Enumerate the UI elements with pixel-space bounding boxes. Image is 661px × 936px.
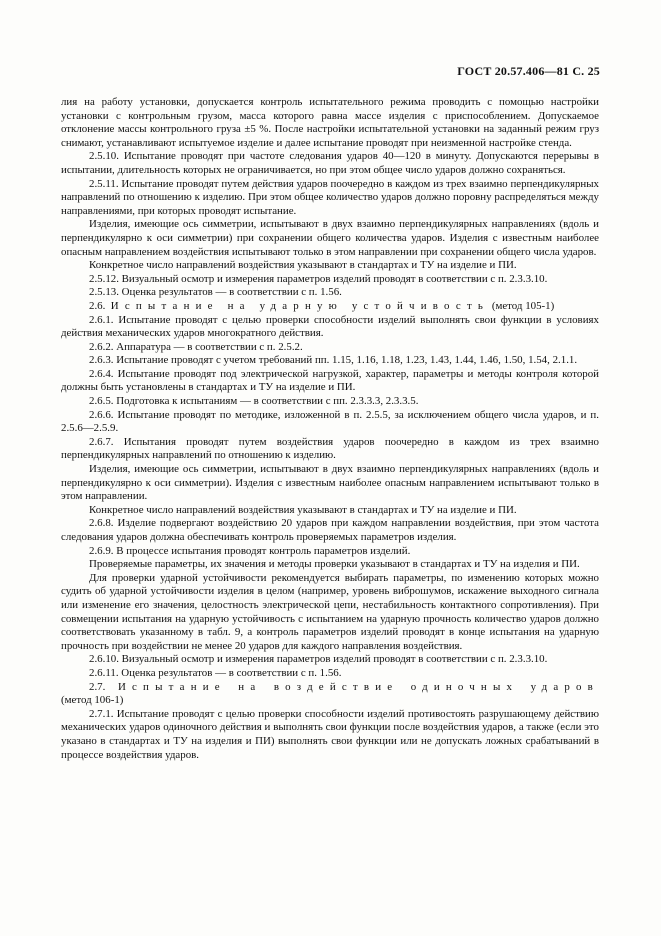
- page-header: ГОСТ 20.57.406—81 С. 25: [457, 64, 600, 78]
- section-number: 2.6.: [89, 299, 106, 312]
- section-method: (метод 106-1): [61, 694, 124, 707]
- paragraph: лия на работу установки, допускается контроль испытательного режима проводить с помощью настройки установки с контрольным грузом, масса которого равна массе изделия с приспособлением. Допускаемое отклонение массы контрольного груза ±5 %. После настройки испытательной установки на заданный режим груз снимают, устанавливают испытуемое изделие и далее испытание проводят при неизменной настройке стенда.: [61, 96, 599, 149]
- paragraph: 2.6.8. Изделие подвергают воздействию 20 ударов при каждом направлении воздействия, при этом частота следования ударов должна обеспечивать контроль проверяемых параметров изделия.: [61, 517, 599, 543]
- paragraph: Проверяемые параметры, их значения и методы проверки указывают в стандартах и ТУ на изделия и ПИ.: [89, 558, 580, 571]
- section-title: Испытание на воздействие одиночных ударов: [117, 680, 599, 693]
- paragraph: 2.7.1. Испытание проводят с целью проверки способности изделий противостоять разрушающему действию механических ударов одиночного действия и выполнять свои функции после воздействия ударов, а также (если это указано в стандартах и ТУ на изделия и ПИ) выполнять свои функции или не допускать ложных срабатываний в процессе воздействия ударов.: [61, 707, 599, 761]
- section-method: (метод 105-1): [491, 299, 555, 312]
- section-title: Испытание на ударную устойчивость: [110, 299, 490, 312]
- paragraph: Изделия, имеющие ось симметрии, испытывают в двух взаимно перпендикулярных направлениях (вдоль и перпендикулярно к оси симметрии). Изделия с известным наиболее опасным направлением испытывают только в этом направлении.: [61, 463, 599, 503]
- paragraph: 2.6.7. Испытания проводят путем воздействия ударов поочередно в каждом из трех взаимно перпендикулярных направлений по отношению к изделию.: [61, 435, 599, 462]
- paragraph: 2.6.6. Испытание проводят по методике, изложенной в п. 2.5.5, за исключением общего числа ударов, и п. 2.5.6—2.5.9.: [61, 408, 599, 435]
- paragraph: 2.5.10. Испытание проводят при частоте следования ударов 40—120 в минуту. Допускаются перерывы в испытании, длительность которых не ограничивается, но при этом общее число ударов должно сохраняться.: [61, 150, 599, 176]
- paragraph: 2.6.10. Визуальный осмотр и измерения параметров изделий проводят в соответствии с п. 2.3.3.10.: [89, 653, 548, 666]
- paragraph: Конкретное число направлений воздействия указывают в стандартах и ТУ на изделие и ПИ.: [89, 259, 517, 272]
- paragraph: 2.5.12. Визуальный осмотр и измерения параметров изделий проводят в соответствии с п. 2.3.3.10.: [89, 272, 548, 285]
- paragraph: 2.6.11. Оценка результатов — в соответствии с п. 1.56.: [89, 666, 342, 679]
- section-heading-2-7: [61, 681, 599, 708]
- paragraph: 2.5.13. Оценка результатов — в соответствии с п. 1.56.: [89, 286, 342, 299]
- paragraph: 2.6.2. Аппаратура — в соответствии с п. 2.5.2.: [89, 340, 303, 353]
- paragraph: 2.6.1. Испытание проводят с целью проверки способности изделий выполнять свои функции в условиях действия механических ударов многократного действия.: [61, 313, 599, 340]
- body-text: [61, 96, 599, 762]
- paragraph: 2.5.11. Испытание проводят путем действия ударов поочередно в каждом из трех взаимно перпендикулярных направлений по отношению к изделию. При этом общее количество ударов должно поровну распределяться между направлениями, при которых проводят испытание.: [61, 177, 599, 217]
- paragraph: Для проверки ударной устойчивости рекомендуется выбирать параметры, по изменению которых можно судить об ударной устойчивости изделия в целом (например, уровень виброшумов, искажение выходного сигнала или изменение его значения, целостность электрической цепи, нестабильность контактного сопротивления). При совмещении испытания на ударную устойчивость с испытанием на ударную прочность количество ударов должно соответствовать указанному в табл. 9, а контроль параметров изделий проводят в конце испытания на ударную прочность при воздействии не менее 20 ударов для каждого направления воздействия.: [61, 571, 599, 652]
- paragraph: Изделия, имеющие ось симметрии, испытывают в двух взаимно перпендикулярных направлениях (вдоль и перпендикулярно к оси симметрии) при сохранении общего количества ударов. Изделия с известным наиболее опасным направлением воздействия испытывают только в этом направлении при сохранении общего числа ударов.: [61, 218, 599, 258]
- paragraph: 2.6.9. В процессе испытания проводят контроль параметров изделий.: [89, 544, 411, 557]
- paragraph: 2.6.4. Испытание проводят под электрической нагрузкой, характер, параметры и методы контроля которой должны быть установлены в стандартах и ТУ на изделие и ПИ.: [61, 367, 599, 394]
- section-number: 2.7.: [89, 680, 106, 693]
- paragraph: Конкретное число направлений воздействия указывают в стандартах и ТУ на изделие и ПИ.: [89, 503, 517, 516]
- paragraph: 2.6.5. Подготовка к испытаниям — в соответствии с пп. 2.3.3.3, 2.3.3.5.: [89, 395, 419, 408]
- section-heading-2-6: [61, 300, 599, 314]
- paragraph: 2.6.3. Испытание проводят с учетом требований пп. 1.15, 1.16, 1.18, 1.23, 1.43, 1.44, 1.46, 1.50, 1.54, 2.1.1.: [89, 354, 578, 367]
